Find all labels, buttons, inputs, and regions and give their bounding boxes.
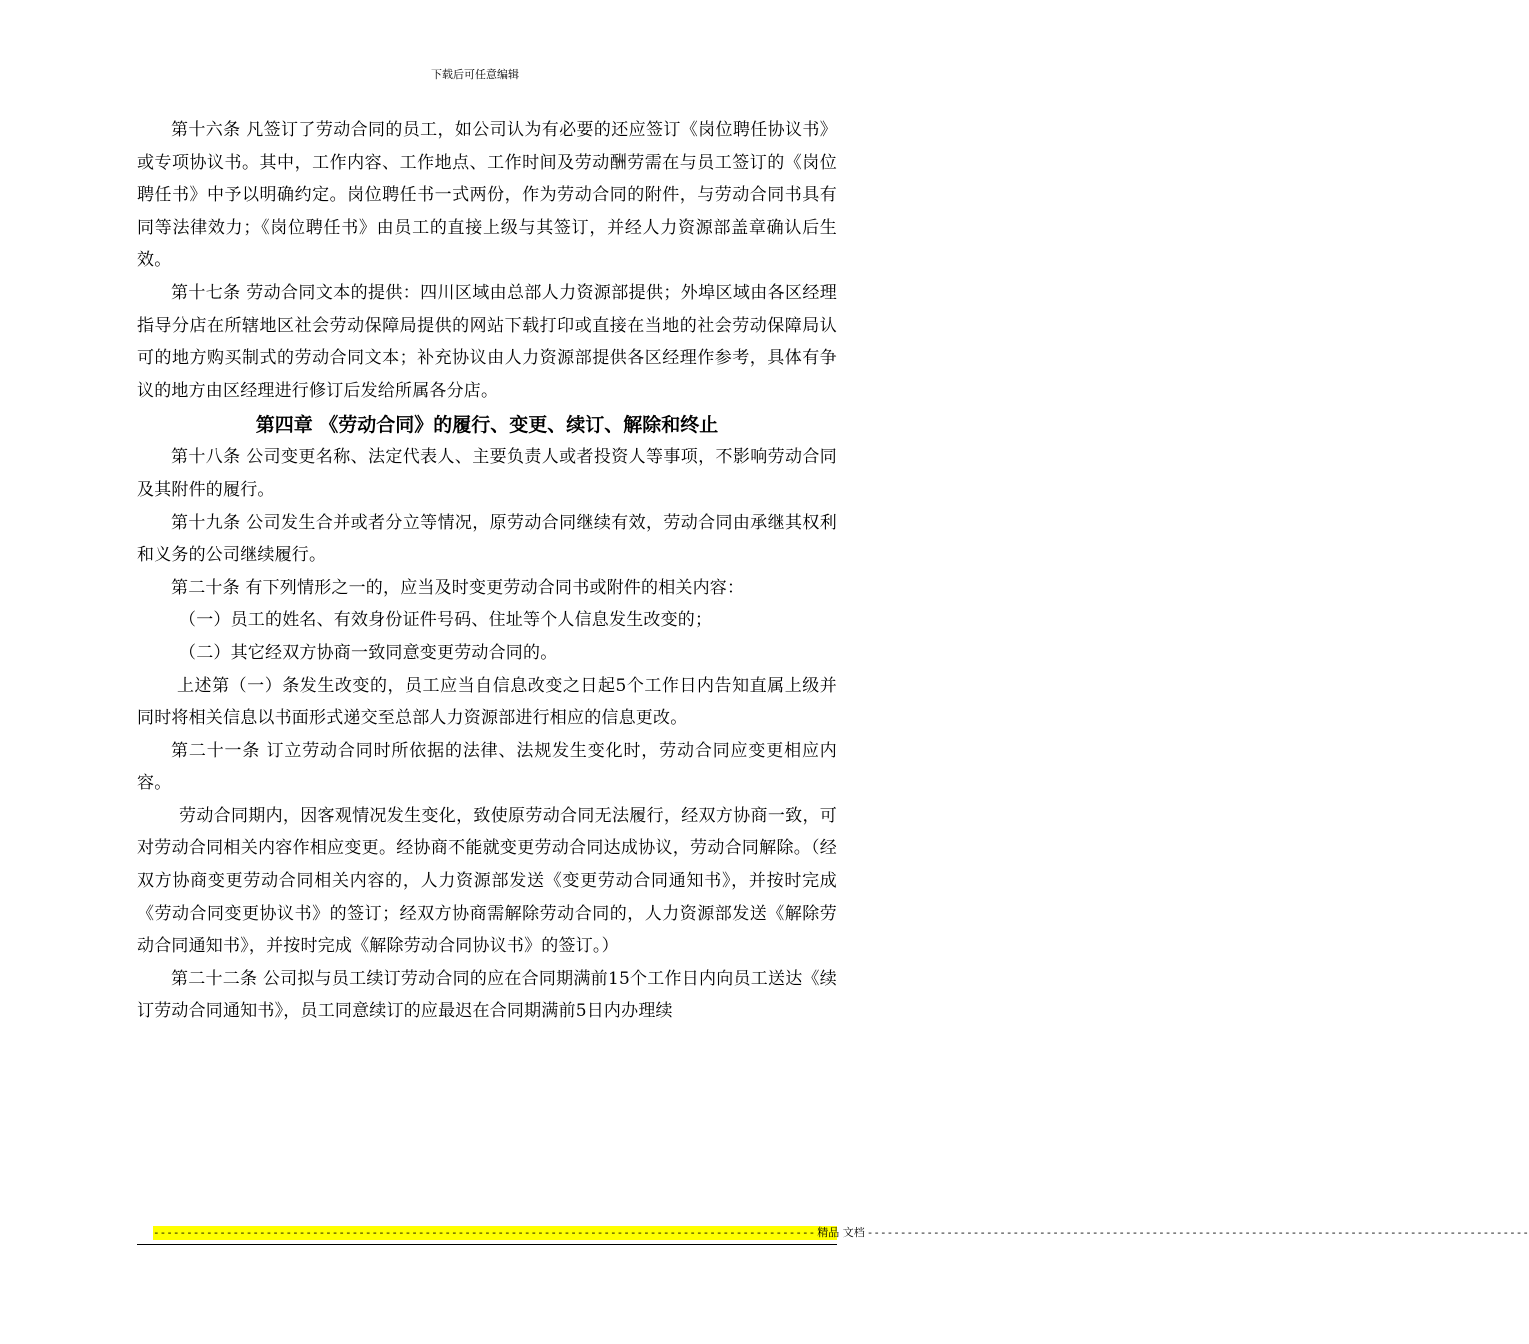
article-21-note: 劳动合同期内，因客观情况发生变化，致使原劳动合同无法履行，经双方协商一致，可对劳动合同相关内容作相应变更。经协商不能就变更劳动合同达成协议，劳动合同解除。（经双方协商变更劳动合同相关内容的，人力资源部发送《变更劳动合同通知书》，并按时完成《劳动合同变更协议书》的签订；经双方协商需解除劳动合同的，人力资源部发送《解除劳动合同通知书》，并按时完成《解除劳动合同协议书》的签订。） xyxy=(137,805,837,957)
footer-label: 精品 文档 xyxy=(817,1226,865,1239)
chapter-4-title: 第四章 《劳动合同》的履行、变更、续订、解除和终止 xyxy=(255,414,719,437)
footer-highlight-band xyxy=(153,1226,1529,1240)
footer-dash-right: ---------------------------------------------------------------------------------------------------- xyxy=(866,1226,1529,1239)
footer-rule xyxy=(137,1244,837,1245)
article-20: 第二十条 有下列情形之一的，应当及时变更劳动合同书或附件的相关内容： xyxy=(171,577,745,598)
article-20-item-2: （二）其它经双方协商一致同意变更劳动合同的。 xyxy=(179,642,558,663)
article-20-note: 上述第（一）条发生改变的，员工应当自信息改变之日起5个工作日内告知直属上级并同时将相关信息以书面形式递交至总部人力资源部进行相应的信息更改。 xyxy=(137,675,837,729)
page-header-note: 下载后可任意编辑 xyxy=(431,68,519,81)
footer-dash-left: ---------------------------------------------------------------------------------------------------- xyxy=(153,1226,816,1239)
article-17: 第十七条 劳动合同文本的提供：四川区域由总部人力资源部提供；外埠区域由各区经理指导分店在所辖地区社会劳动保障局提供的网站下载打印或直接在当地的社会劳动保障局认可的地方购买制式的劳动合同文本；补充协议由人力资源部提供各区经理作参考，具体有争议的地方由区经理进行修订后发给所属各分店。 xyxy=(137,282,837,401)
article-22: 第二十二条 公司拟与员工续订劳动合同的应在合同期满前15个工作日内向员工送达《续订劳动合同通知书》，员工同意续订的应最迟在合同期满前5日内办理续 xyxy=(137,968,837,1022)
article-16: 第十六条 凡签订了劳动合同的员工，如公司认为有必要的还应签订《岗位聘任协议书》或专项协议书。其中，工作内容、工作地点、工作时间及劳动酬劳需在与员工签订的《岗位聘任书》中予以明确约定。岗位聘任书一式两份，作为劳动合同的附件，与劳动合同书具有同等法律效力；《岗位聘任书》由员工的直接上级与其签订，并经人力资源部盖章确认后生效。 xyxy=(137,120,837,271)
article-18: 第十八条 公司变更名称、法定代表人、主要负责人或者投资人等事项，不影响劳动合同及其附件的履行。 xyxy=(137,447,837,500)
article-19: 第十九条 公司发生合并或者分立等情况，原劳动合同继续有效，劳动合同由承继其权利和义务的公司继续履行。 xyxy=(137,512,837,566)
document-body xyxy=(137,114,837,1028)
article-21: 第二十一条 订立劳动合同时所依据的法律、法规发生变化时，劳动合同应变更相应内容。 xyxy=(137,740,837,794)
article-20-item-1: （一）员工的姓名、有效身份证件号码、住址等个人信息发生改变的； xyxy=(179,610,713,631)
page-footer xyxy=(137,1224,1529,1248)
